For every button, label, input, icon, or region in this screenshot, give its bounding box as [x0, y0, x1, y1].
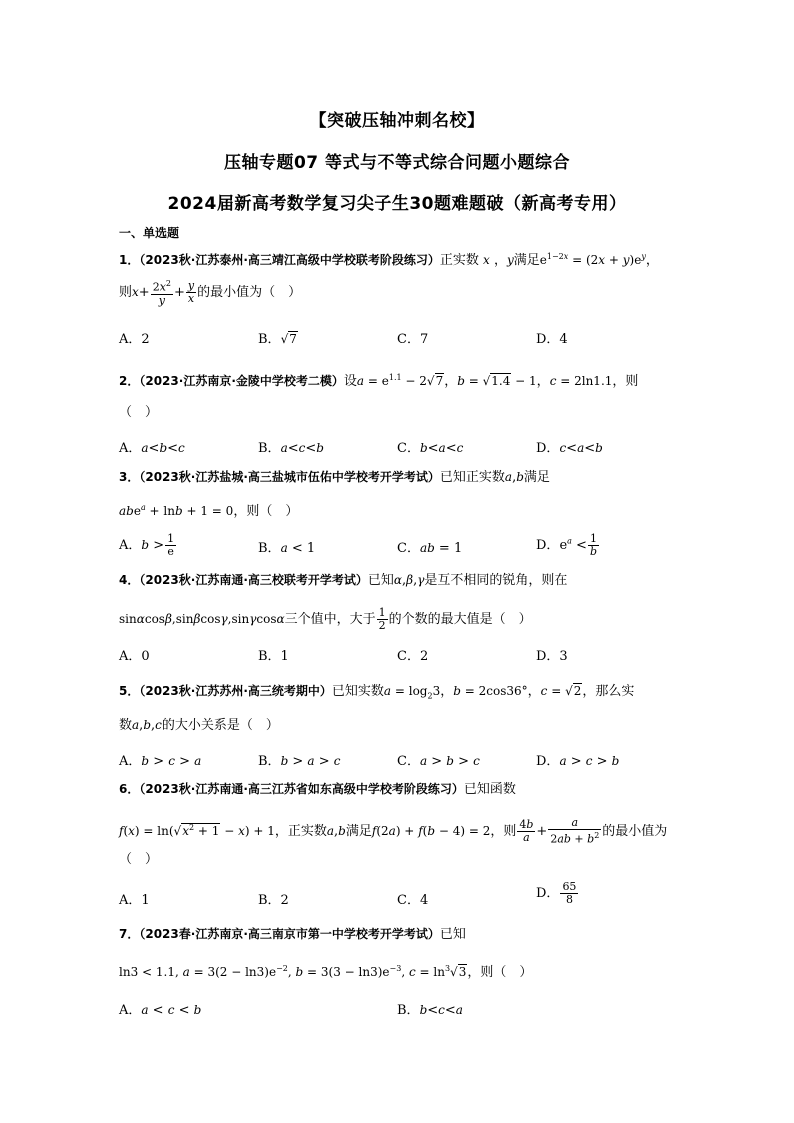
question-3-option-a[interactable]: A．b > $\frac{1}{e}$ — [119, 532, 175, 558]
question-1-line-2: 则x+ $\frac{2x^2}{y}$ + $\frac{y}{x}$ 的最小值为（ ） — [119, 278, 302, 307]
question-5-option-d[interactable]: D．a > c > b — [536, 754, 620, 769]
question-3-option-b[interactable]: B．a < 1 — [258, 541, 316, 556]
section-heading: 一、单选题 — [119, 226, 180, 240]
question-2-option-a[interactable]: A．a<b<c — [119, 441, 185, 456]
question-3-line-1: 3．（2023秋·江苏盐城·高三盐城市伍佑中学校考开学考试）已知正实数a,b满足 — [119, 470, 550, 485]
question-2-option-d[interactable]: D．c<a<b — [536, 441, 603, 456]
question-5-line-1: 5．（2023秋·江苏苏州·高三统考期中）已知实数$a = \log_23$，b = 2cos36°，c = √2，那么实 — [119, 684, 635, 701]
question-1-line-1: 1．（2023秋·江苏泰州·高三靖江高级中学校联考阶段练习）正实数 x ，y满足$e^{1-2x} = (2x + y)e^y$， — [119, 252, 659, 268]
question-7-line-2: ln3 < 1.1, $a = 3(2 - \ln 3)e^{-2}$, $b = 3(3 - \ln 3)e^{-3}$, $c = \ln^3√3$，则（ ） — [119, 964, 533, 980]
question-4-option-d[interactable]: D．3 — [536, 649, 568, 664]
question-2-option-b[interactable]: B．a<c<b — [258, 441, 324, 456]
question-6-line-1: 6．（2023秋·江苏南通·高三江苏省如东高级中学校考阶段练习）已知函数 — [119, 782, 516, 797]
question-1-option-b[interactable]: B．√7 — [258, 332, 297, 347]
question-4-option-c[interactable]: C．2 — [397, 649, 429, 664]
title-series: 2024届新高考数学复习尖子生30题难题破（新高考专用） — [167, 194, 627, 214]
question-5-line-2: 数a,b,c的大小关系是（ ） — [119, 718, 279, 733]
question-6-option-d[interactable]: D． $\frac{65}{8}$ — [536, 880, 577, 906]
title-topic: 压轴专题07 等式与不等式综合问题小题综合 — [223, 153, 571, 173]
question-4-option-a[interactable]: A．0 — [119, 649, 150, 664]
question-4-line-1: 4．（2023秋·江苏南通·高三校联考开学考试）已知α,β,γ是互不相同的锐角，则在 — [119, 573, 568, 588]
title-banner: 【突破压轴冲刺名校】 — [309, 111, 485, 131]
question-1-option-d[interactable]: D．4 — [536, 332, 568, 347]
question-2-option-c[interactable]: C．b<a<c — [397, 441, 464, 456]
question-4-line-2: sinαcosβ,sinβcosγ,sinγcosα三个值中，大于 $\frac{1}{2}$ 的个数的最大值是（ ） — [119, 606, 532, 632]
question-5-option-b[interactable]: B．b > a > c — [258, 754, 341, 769]
question-2-line-2: （ ） — [119, 405, 159, 420]
question-6-line-3: （ ） — [119, 852, 159, 867]
question-4-option-b[interactable]: B．1 — [258, 649, 289, 664]
question-7-option-a[interactable]: A．a < c < b — [119, 1003, 202, 1018]
question-3-line-2: abe$^a$ + lnb + 1 = 0，则（ ） — [119, 503, 299, 519]
question-6-option-a[interactable]: A．1 — [119, 893, 150, 908]
question-7-option-b[interactable]: B．b<c<a — [397, 1003, 463, 1018]
question-6-line-2: $f(x) = \ln(√x^2 + 1 - x) + 1$，正实数a,b满足f(2a) + f(b − 4) = 2，则 $\frac{4b}{a}$ + $\frac{a}{2ab + b^2}$ 的最小值为 — [119, 816, 668, 846]
question-6-option-c[interactable]: C．4 — [397, 893, 429, 908]
question-5-option-a[interactable]: A．b > c > a — [119, 754, 202, 769]
question-3-option-d[interactable]: D．$e^a$ < $\frac{1}{b}$ — [536, 532, 597, 558]
question-7-line-1: 7．（2023春·江苏南京·高三南京市第一中学校考开学考试）已知 — [119, 927, 466, 942]
question-6-option-b[interactable]: B．2 — [258, 893, 289, 908]
question-3-option-c[interactable]: C．ab = 1 — [397, 541, 463, 556]
question-5-option-c[interactable]: C．a > b > c — [397, 754, 480, 769]
question-1-option-a[interactable]: A．2 — [119, 332, 150, 347]
question-1-option-c[interactable]: C．7 — [397, 332, 429, 347]
question-2-line-1: 2．（2023·江苏南京·金陵中学校考二模）设$a = e^{1.1} - 2√7$，b = √1.4 − 1，c = 2ln1.1，则 — [119, 373, 639, 389]
